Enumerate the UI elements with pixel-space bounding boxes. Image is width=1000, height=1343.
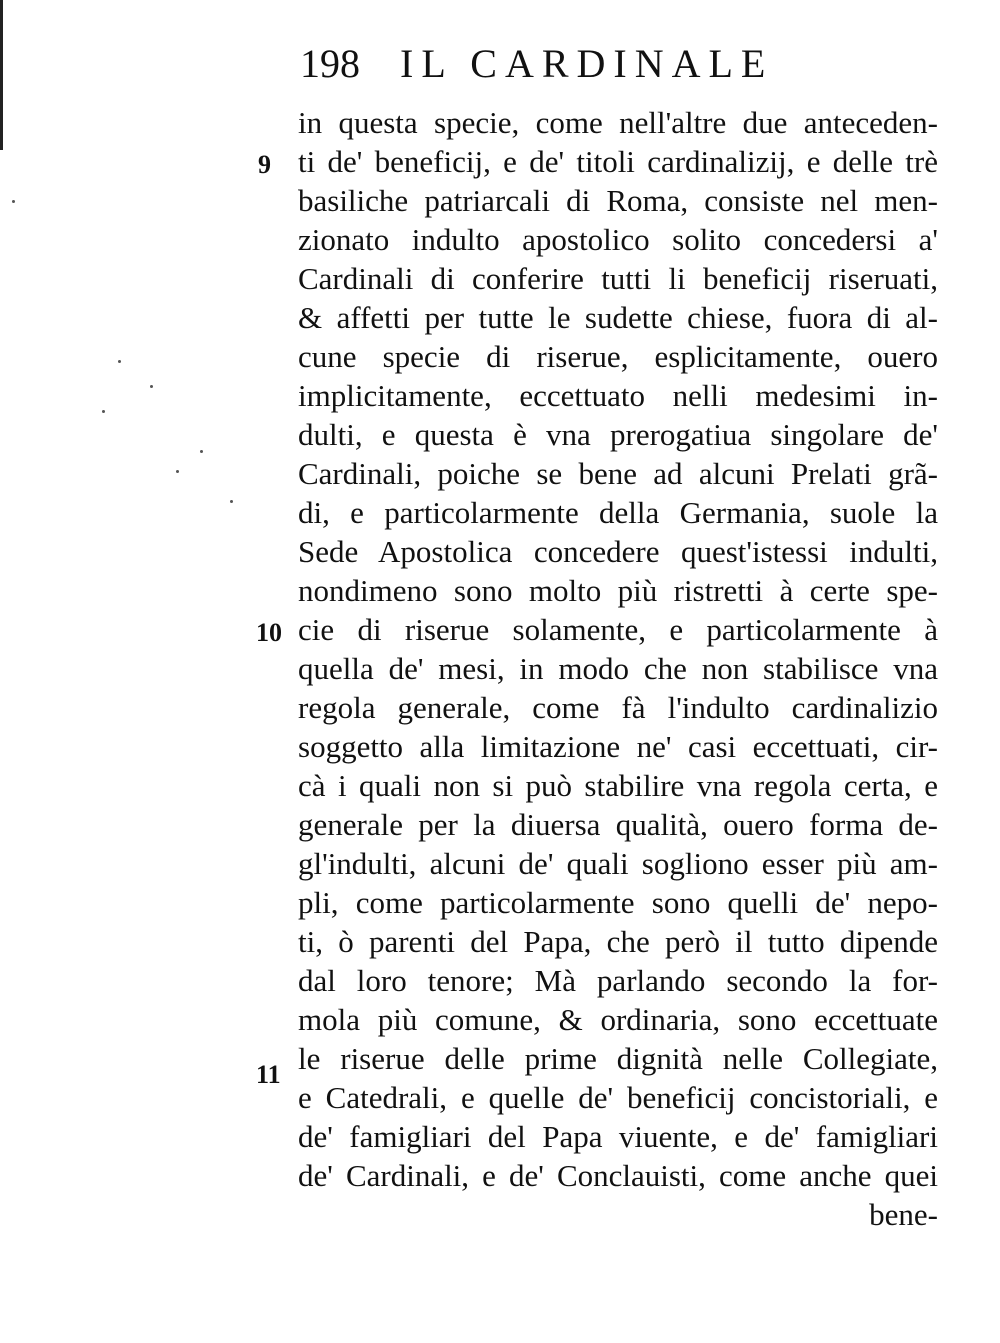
text-line: cà i quali non si può stabilire vna regola certa, e: [298, 768, 938, 803]
text-line: gl'indulti, alcuni de' quali sogliono esser più am-: [298, 846, 938, 881]
text-line: zionato indulto apostolico solito concedersi a': [298, 222, 938, 257]
text-line: pli, come particolarmente sono quelli de' nepo-: [298, 885, 938, 920]
scan-speck: [200, 450, 203, 453]
text-line: generale per la diuersa qualità, ouero forma de-: [298, 807, 938, 842]
text-line: mola più comune, & ordinaria, sono eccettuate: [298, 1002, 938, 1037]
page-number: 198: [300, 41, 360, 86]
text-line: ti, ò parenti del Papa, che però il tutto dipende: [298, 924, 938, 959]
text-line: di, e particolarmente della Germania, suole la: [298, 495, 938, 530]
scan-speck: [150, 385, 153, 388]
scan-speck: [118, 360, 121, 363]
text-line: Cardinali, poiche se bene ad alcuni Prelati grã-: [298, 456, 938, 491]
text-line: Cardinali di conferire tutti li beneficij riseruati,: [298, 261, 938, 296]
text-line: basiliche patriarcali di Roma, consiste nel men-: [298, 183, 938, 218]
text-line: Sede Apostolica concedere quest'istessi indulti,: [298, 534, 938, 569]
text-line: de' Cardinali, e de' Conclauisti, come anche quei: [298, 1158, 938, 1193]
margin-line-number: 9: [258, 150, 271, 179]
scan-speck: [102, 410, 105, 413]
text-line: e Catedrali, e quelle de' beneficij concistoriali, e: [298, 1080, 938, 1115]
text-line: soggetto alla limitazione ne' casi eccettuati, cir-: [298, 729, 938, 764]
text-line: & affetti per tutte le sudette chiese, fuora di al-: [298, 300, 938, 335]
text-line: implicitamente, eccettuato nelli medesimi in-: [298, 378, 938, 413]
scan-speck: [12, 200, 15, 203]
text-line: nondimeno sono molto più ristretti à certe spe-: [298, 573, 938, 608]
text-line: cune specie di riserue, esplicitamente, ouero: [298, 339, 938, 374]
text-line: le riserue delle prime dignità nelle Collegiate,: [298, 1041, 938, 1076]
scan-speck: [176, 470, 179, 473]
running-title: IL CARDINALE: [400, 41, 774, 86]
text-line: ti de' beneficij, e de' titoli cardinalizij, e delle trè: [298, 144, 938, 179]
text-line: cie di riserue solamente, e particolarmente à: [298, 612, 938, 647]
scan-speck: [230, 500, 233, 503]
text-line: regola generale, come fà l'indulto cardinalizio: [298, 690, 938, 725]
catchword: bene-: [869, 1197, 938, 1232]
text-line: in questa specie, come nell'altre due anteceden-: [298, 105, 938, 140]
margin-line-number: 11: [256, 1060, 281, 1089]
text-line: dulti, e questa è vna prerogatiua singolare de': [298, 417, 938, 452]
running-header: [300, 40, 880, 90]
text-line: dal loro tenore; Mà parlando secondo la for-: [298, 963, 938, 998]
text-line: de' famigliari del Papa viuente, e de' famigliari: [298, 1119, 938, 1154]
page-edge: [0, 0, 3, 150]
margin-line-number: 10: [256, 618, 282, 647]
text-line: quella de' mesi, in modo che non stabilisce vna: [298, 651, 938, 686]
